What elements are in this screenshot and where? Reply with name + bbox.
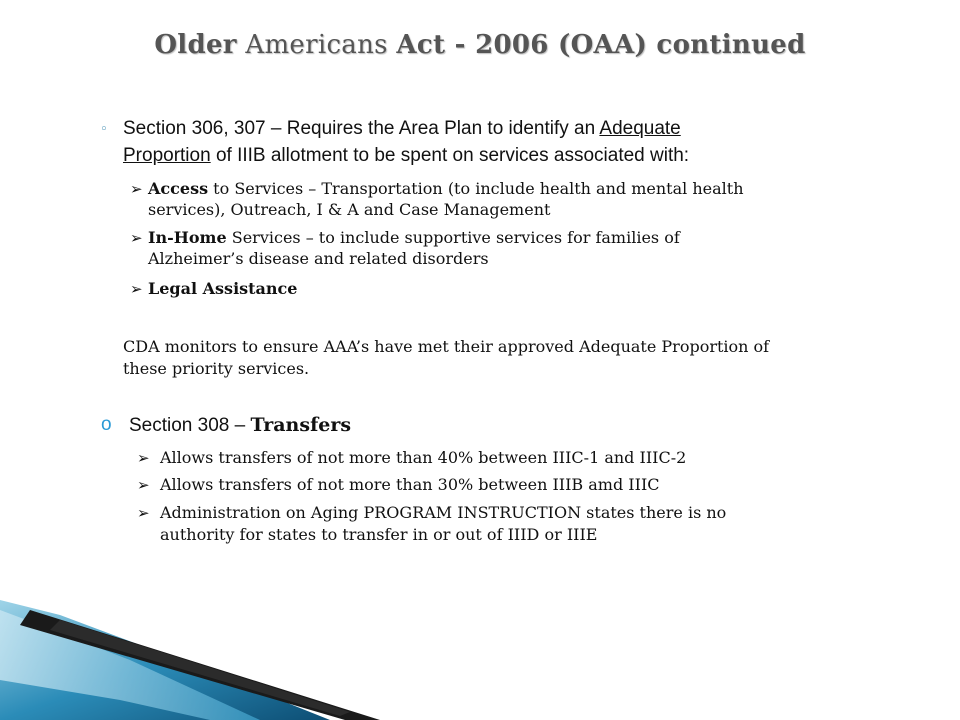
section1-line1-text: Section 306, 307 – Requires the Area Plan to identify an bbox=[123, 118, 600, 139]
item-access-line1 bbox=[148, 179, 744, 198]
arrow-icon: ➢ bbox=[130, 229, 143, 247]
transfer-item-3-line1: Administration on Aging PROGRAM INSTRUCTION states there is no bbox=[160, 503, 727, 522]
section2-bold: Transfers bbox=[250, 414, 352, 436]
item-inhome-line1 bbox=[148, 228, 680, 247]
arrow-icon: ➢ bbox=[130, 280, 143, 298]
transfer-item-1: Allows transfers of not more than 40% between IIIC-1 and IIIC-2 bbox=[160, 448, 687, 467]
cda-note-line2: these priority services. bbox=[123, 359, 310, 378]
item-legal-bold: Legal Assistance bbox=[148, 279, 298, 298]
item-inhome-line2: Alzheimer’s disease and related disorders bbox=[148, 249, 489, 268]
proportion-underlined: Proportion bbox=[123, 145, 211, 166]
title-part3: Act - 2006 (OAA) continued bbox=[396, 30, 806, 60]
item-inhome-text1: Services – to include supportive services for families of bbox=[226, 228, 680, 247]
item-legal-line1 bbox=[148, 279, 297, 298]
transfer-item-3-line2: authority for states to transfer in or out of IIID or IIIE bbox=[160, 525, 598, 544]
section2-bullet: o bbox=[101, 414, 112, 435]
adequate-underlined: Adequate bbox=[599, 118, 681, 139]
arrow-icon: ➢ bbox=[137, 476, 150, 494]
slide-title bbox=[0, 30, 960, 60]
transfer-item-2: Allows transfers of not more than 30% between IIIB amd IIIC bbox=[160, 475, 660, 494]
title-part1: Older bbox=[154, 30, 237, 60]
section1-line2-text: of IIIB allotment to be spent on services associated with: bbox=[210, 145, 690, 166]
section1-line2 bbox=[123, 145, 689, 167]
title-part2: Americans bbox=[236, 30, 397, 60]
cda-note-line1: CDA monitors to ensure AAA’s have met their approved Adequate Proportion of bbox=[123, 337, 770, 356]
arrow-icon: ➢ bbox=[137, 449, 150, 467]
arrow-icon: ➢ bbox=[137, 504, 150, 522]
section1-bullet: ◦ bbox=[100, 122, 108, 137]
item-access-bold: Access bbox=[148, 179, 209, 198]
item-access-text1: to Services – Transportation (to include health and mental health bbox=[208, 179, 744, 198]
section2-label: Section 308 – bbox=[129, 415, 251, 436]
item-inhome-bold: In-Home bbox=[148, 228, 227, 247]
arrow-icon: ➢ bbox=[130, 180, 143, 198]
section2-heading bbox=[129, 414, 351, 437]
item-access-line2: services), Outreach, I & A and Case Management bbox=[148, 200, 551, 219]
section1-line1 bbox=[123, 118, 681, 140]
